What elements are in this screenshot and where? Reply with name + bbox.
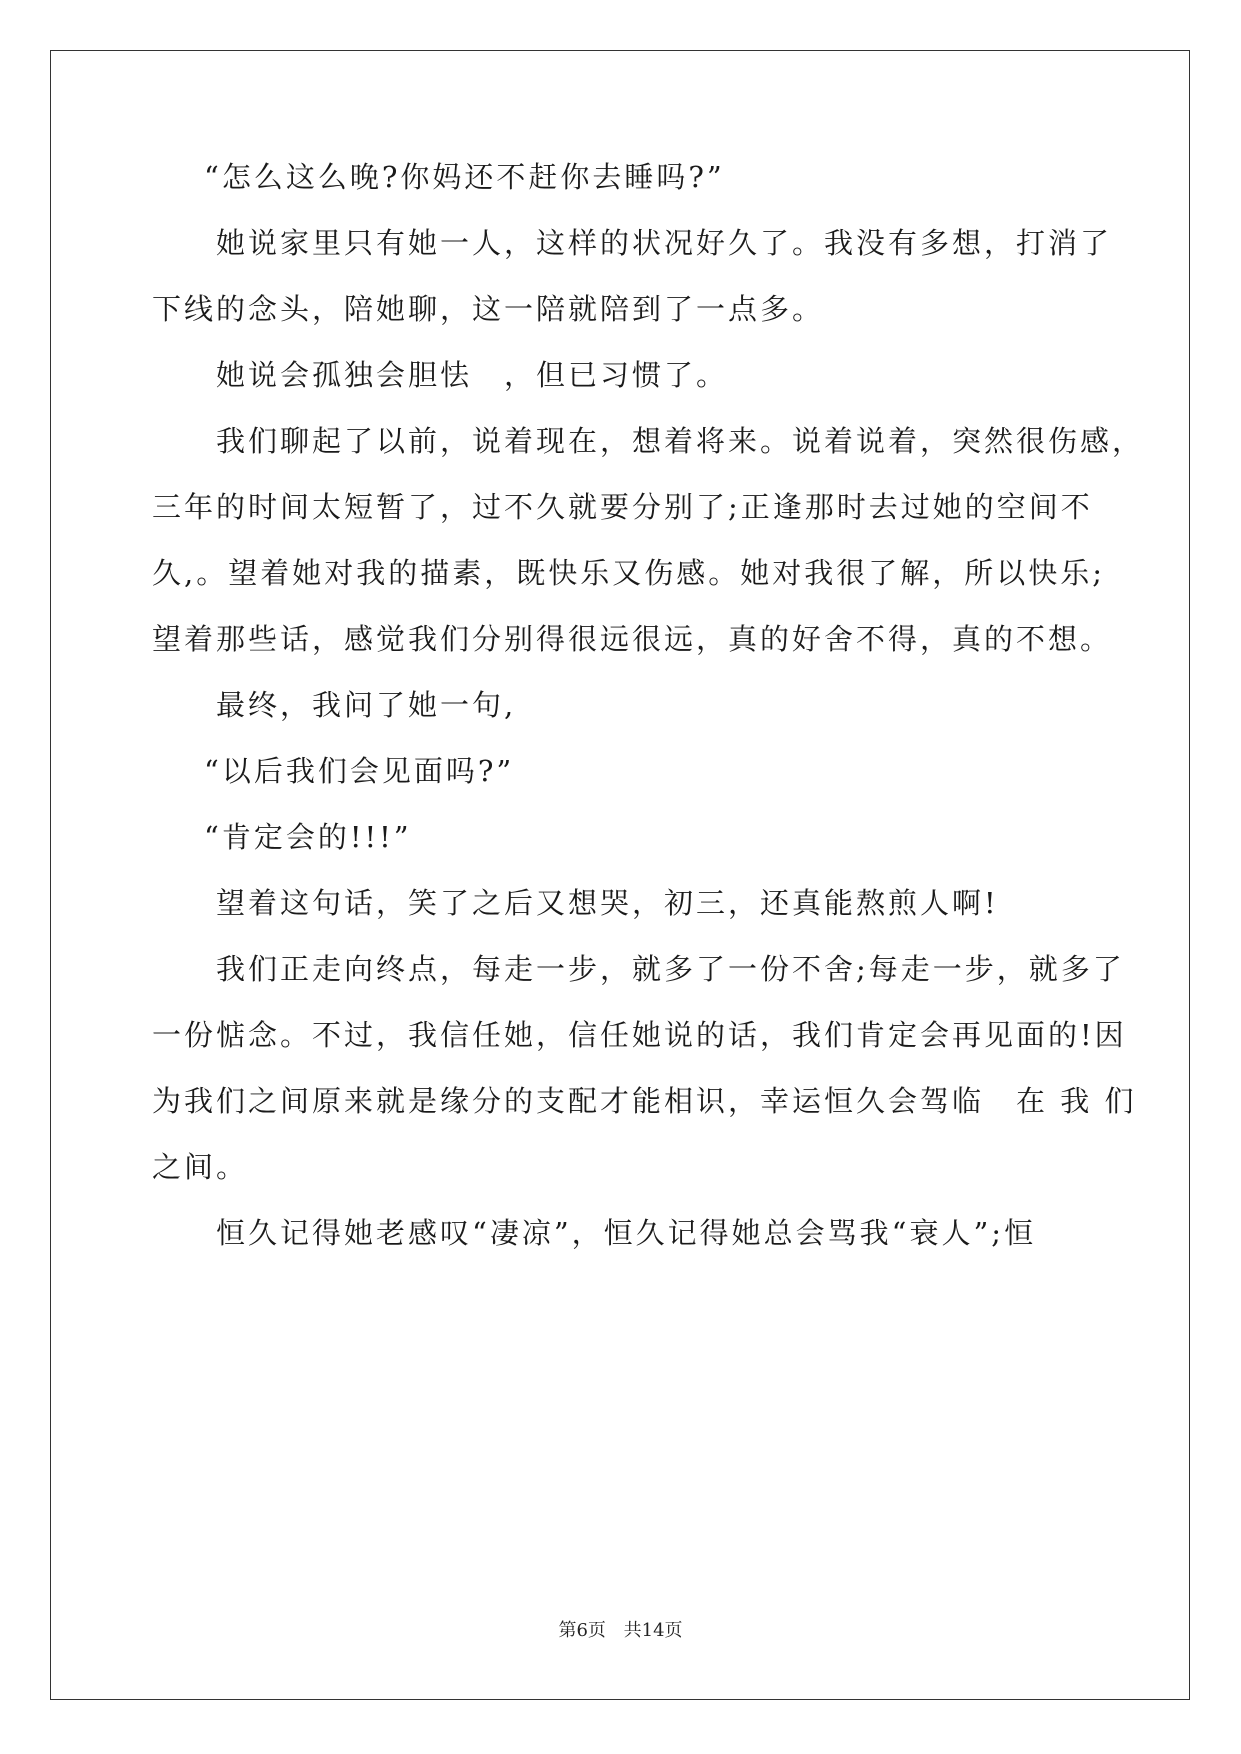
text-line: “肯定会的!!!” [204,820,412,854]
text-line: 三年的时间太短暂了，过不久就要分别了;正逢那时去过她的空间不 [152,490,1093,524]
text-line: 之间。 [152,1150,249,1184]
text-line: “以后我们会见面吗?” [204,754,515,788]
text-line: 下线的念头，陪她聊，这一陪就陪到了一点多。 [152,292,825,326]
text-line: 久,。望着她对我的描素，既快乐又伤感。她对我很了解，所以快乐; [152,556,1105,590]
text-line: 最终，我问了她一句, [216,688,517,722]
text-line: 恒久记得她老感叹“凄凉”，恒久记得她总会骂我“衰人”;恒 [216,1216,1037,1250]
page-footer [0,1616,1241,1642]
text-line: 她说家里只有她一人，这样的状况好久了。我没有多想，打消了 [216,226,1113,260]
text-line: 望着这句话，笑了之后又想哭，初三，还真能熬煎人啊! [216,886,999,920]
text-line: 为我们之间原来就是缘分的支配才能相识，幸运恒久会驾临 在 我 们 [152,1084,1137,1118]
text-line: 她说会孤独会胆怯 ，但已习惯了。 [216,358,729,392]
text-line: 望着那些话，感觉我们分别得很远很远，真的好舍不得，真的不想。 [152,622,1113,656]
page-total: 共14页 [623,1620,683,1641]
text-line: “怎么这么晚?你妈还不赶你去睡吗?” [204,160,725,194]
page-number: 第6页 [558,1620,606,1641]
text-line: 我们正走向终点，每走一步，就多了一份不舍;每走一步，就多了 [216,952,1125,986]
text-line: 我们聊起了以前，说着现在，想着将来。说着说着，突然很伤感， [216,424,1145,458]
text-line: 一份惦念。不过，我信任她，信任她说的话，我们肯定会再见面的!因 [152,1018,1127,1052]
